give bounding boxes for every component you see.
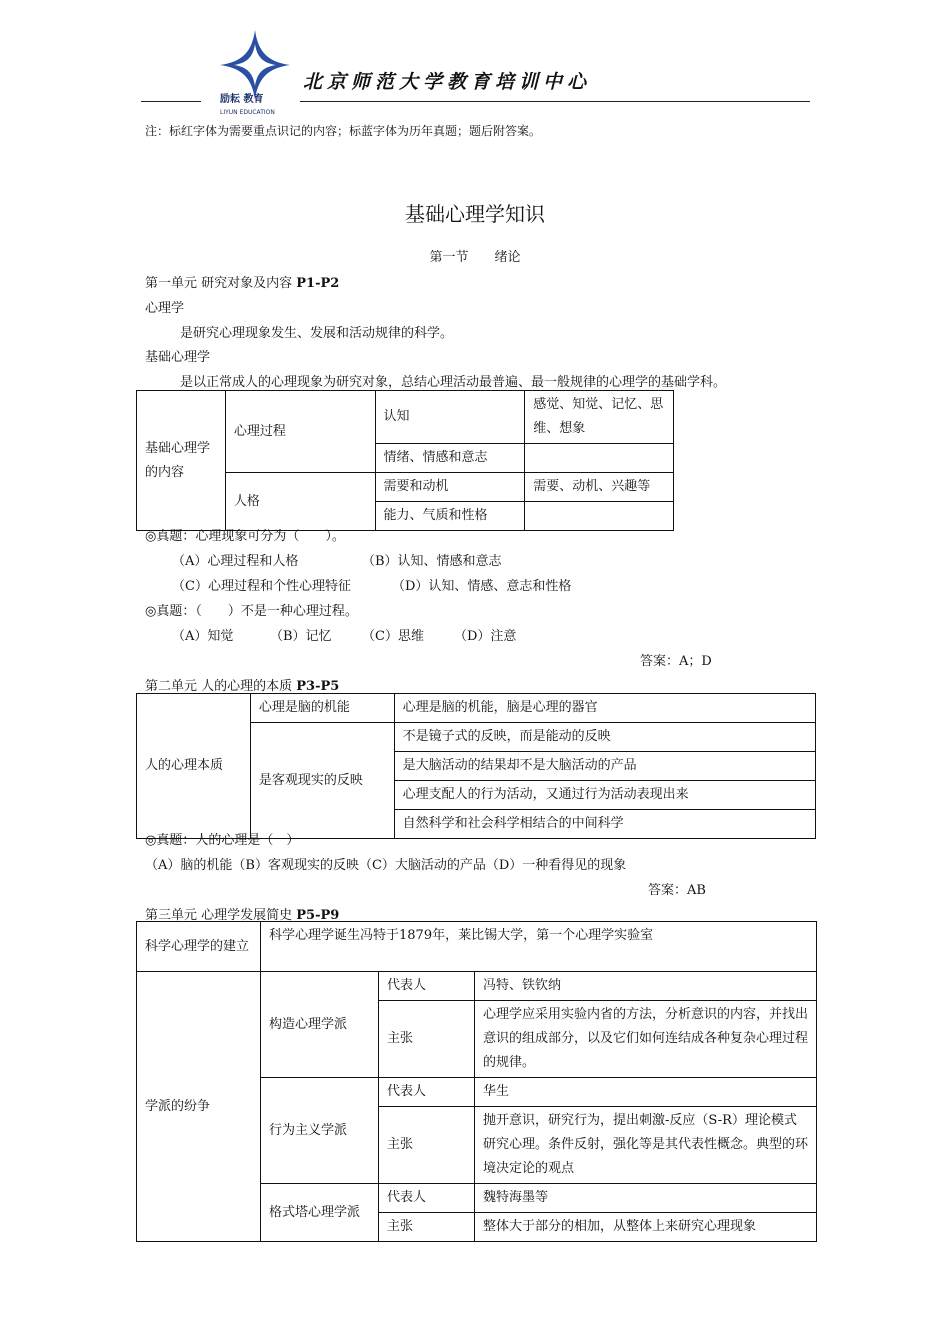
q1-option-a: （A）心理过程和人格 [172,554,299,569]
cell-rep-label: 代表人 [379,1078,475,1107]
unit2-heading: 第二单元 人的心理的本质 P3-P5 [145,679,340,694]
cell-gestalt: 格式塔心理学派 [261,1184,379,1242]
cell-founding: 科学心理学的建立 [137,922,261,972]
cell-behavior-rep: 华生 [475,1078,817,1107]
cell-behavior-claim: 抛开意识，研究行为，提出刺激-反应（S-R）理论模式研究心理。条件反射，强化等是其代表性概念。典型的环境决定论的观点 [475,1107,817,1184]
cell-claim-label: 主张 [379,1213,475,1242]
header-rule-left [141,101,201,102]
q1-option-d: （D）认知、情感、意志和性格 [392,579,572,594]
cell-empty [525,502,674,531]
cell-ability: 能力、气质和性格 [375,502,525,531]
cell-claim-label: 主张 [379,1107,475,1184]
cell-root: 基础心理学的内容 [137,391,226,531]
cell-process: 心理过程 [225,391,375,473]
cell-cognition: 认知 [375,391,525,444]
cell-reflection-1: 不是镜子式的反映，而是能动的反映 [394,723,815,752]
cell-founding-desc: 科学心理学诞生冯特于1879年，莱比锡大学，第一个心理学实验室 [261,922,817,972]
cell-reflection-2: 是大脑活动的结果却不是大脑活动的产品 [394,752,815,781]
history-table [136,921,817,1242]
cell-structural-rep: 冯特、铁钦纳 [475,972,817,1001]
page-title: 基础心理学知识 [405,202,545,226]
header-rule-right [300,101,810,102]
term-psychology: 心理学 [145,301,185,316]
question-1: ◎真题：心理现象可分为（ ）。 [145,529,345,544]
cell-gestalt-claim: 整体大于部分的相加，从整体上来研究心理现象 [475,1213,817,1242]
def-psychology: 是研究心理现象发生、发展和活动规律的科学。 [180,326,454,341]
cell-cognition-items: 感觉、知觉、记忆、思维、想象 [525,391,674,444]
cell-structural: 构造心理学派 [261,972,379,1078]
q3-options: （A）脑的机能（B）客观现实的反映（C）大脑活动的产品（D）一种看得见的现象 [145,858,627,873]
q2-option-c: （C）思维 [362,629,424,644]
cell-reflection-3: 心理支配人的行为活动，又通过行为活动表现出来 [394,781,815,810]
cell-needs: 需要和动机 [375,473,525,502]
q2-option-b: （B）记忆 [270,629,332,644]
def-basic-psychology: 是以正常成人的心理现象为研究对象，总结心理活动最普遍、最一般规律的心理学的基础学科。 [180,375,727,390]
cell-rep-label: 代表人 [379,972,475,1001]
mind-nature-table [136,693,816,839]
star-logo-icon [218,30,292,118]
cell-brain-function: 心理是脑的机能 [250,694,394,723]
liyun-logo [218,30,292,118]
cell-personality: 人格 [225,473,375,531]
cell-structural-claim: 心理学应采用实验内省的方法，分析意识的内容，并找出意识的组成部分，以及它们如何连结成各种复杂心理过程的规律。 [475,1001,817,1078]
section-title: 第一节 绪论 [429,250,521,265]
cell-rep-label: 代表人 [379,1184,475,1213]
org-name: 北京师范大学教育培训中心 [303,71,592,93]
unit3-heading: 第三单元 心理学发展简史 P5-P9 [145,908,340,923]
cell-emotion: 情绪、情感和意志 [375,444,525,473]
note-text: 注：标红字体为需要重点识记的内容；标蓝字体为历年真题；题后附答案。 [145,124,542,138]
term-basic-psychology: 基础心理学 [145,350,211,365]
cell-reflection: 是客观现实的反映 [250,723,394,839]
q2-option-a: （A）知觉 [172,629,234,644]
question-3: ◎真题：人的心理是（ ） [145,833,300,848]
cell-claim-label: 主张 [379,1001,475,1078]
q1-option-c: （C）心理过程和个性心理特征 [172,579,351,594]
unit2-answer: 答案：AB [648,883,706,898]
cell-reflection-4: 自然科学和社会科学相结合的中间科学 [394,810,815,839]
unit1-answer: 答案：A；D [640,654,712,669]
cell-gestalt-rep: 魏特海墨等 [475,1184,817,1213]
q1-option-b: （B）认知、情感和意志 [362,554,502,569]
cell-schools: 学派的纷争 [137,972,261,1242]
cell-behavior: 行为主义学派 [261,1078,379,1184]
cell-brain-desc: 心理是脑的机能，脑是心理的器官 [394,694,815,723]
cell-mind-root: 人的心理本质 [137,694,251,839]
cell-needs-items: 需要、动机、兴趣等 [525,473,674,502]
basic-psych-content-table [136,390,674,531]
cell-empty [525,444,674,473]
logo-subtext: LIYUN EDUCATION [220,109,275,116]
logo-text: 励耘 教育 [220,94,264,105]
unit1-heading: 第一单元 研究对象及内容 P1-P2 [145,276,340,291]
question-2: ◎真题：（ ）不是一种心理过程。 [145,604,358,619]
q2-option-d: （D）注意 [454,629,517,644]
